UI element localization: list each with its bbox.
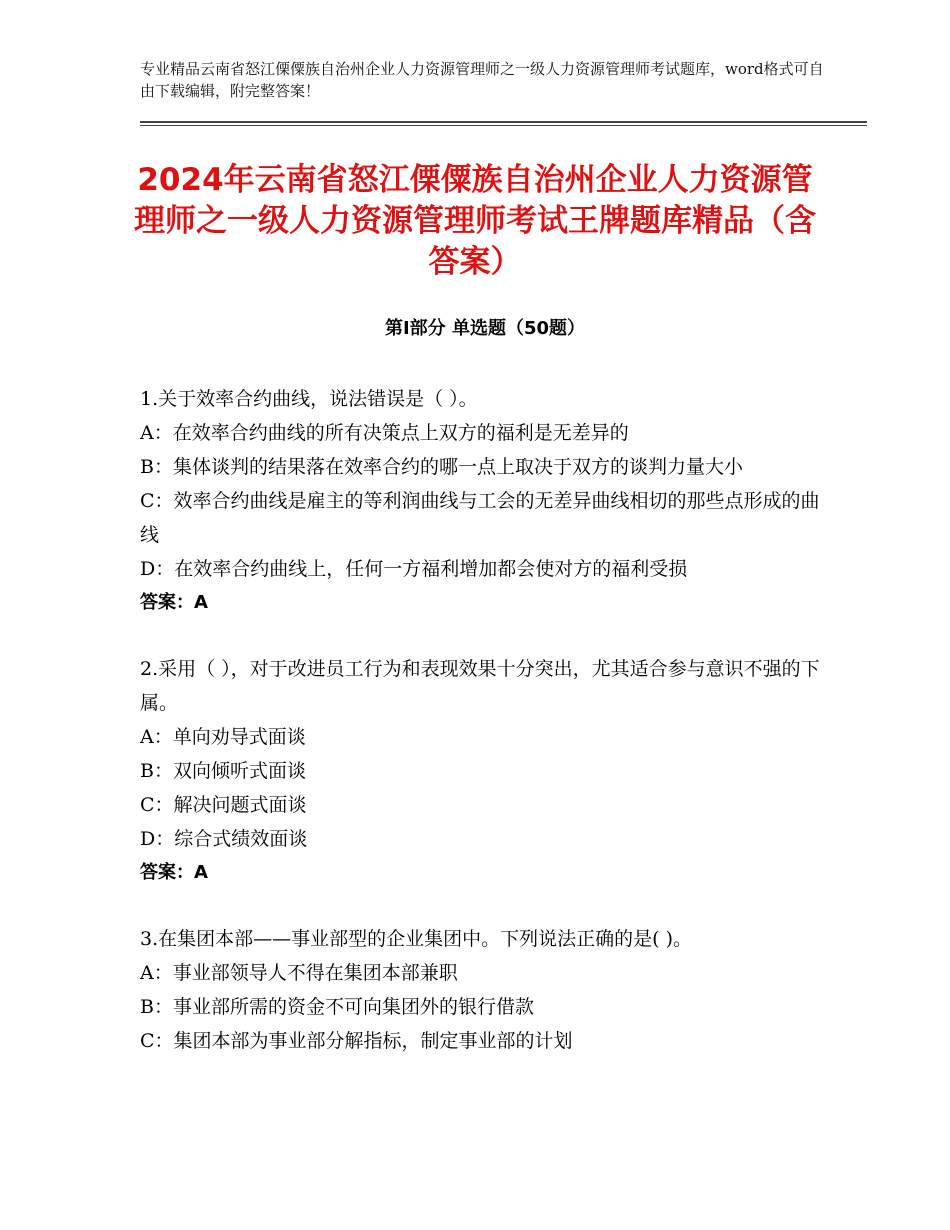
option-c: C：效率合约曲线是雇主的等利润曲线与工会的无差异曲线相切的那些点形成的曲线 xyxy=(140,490,820,546)
option-d: D：综合式绩效面谈 xyxy=(140,828,308,850)
option-c: C：解决问题式面谈 xyxy=(140,794,307,816)
option-b: B：双向倾听式面谈 xyxy=(140,760,306,782)
option-c: C：集团本部为事业部分解指标，制定事业部的计划 xyxy=(140,1030,573,1052)
option-d: D：在效率合约曲线上，任何一方福利增加都会使对方的福利受损 xyxy=(140,558,688,580)
question-3 xyxy=(140,922,820,1058)
header-rule-thin xyxy=(140,125,867,126)
option-b: B：事业部所需的资金不可向集团外的银行借款 xyxy=(140,996,534,1018)
option-a: A：单向劝导式面谈 xyxy=(140,726,306,748)
question-1 xyxy=(140,382,820,620)
answer-label: 答案：A xyxy=(140,592,208,613)
question-stem: 3.在集团本部——事业部型的企业集团中。下列说法正确的是( )。 xyxy=(140,928,692,950)
question-list xyxy=(140,382,820,1090)
question-2 xyxy=(140,652,820,890)
option-a: A：在效率合约曲线的所有决策点上双方的福利是无差异的 xyxy=(140,422,629,444)
header-rule-thick xyxy=(140,121,867,123)
question-stem: 1.关于效率合约曲线，说法错误是（ ）。 xyxy=(140,388,478,410)
question-stem: 2.采用（ ），对于改进员工行为和表现效果十分突出，尤其适合参与意识不强的下属。 xyxy=(140,658,820,714)
section-title: 第Ⅰ部分 单选题（50题） xyxy=(384,318,585,339)
option-a: A：事业部领导人不得在集团本部兼职 xyxy=(140,962,458,984)
answer-label: 答案：A xyxy=(140,862,208,883)
option-b: B：集体谈判的结果落在效率合约的哪一点上取决于双方的谈判力量大小 xyxy=(140,456,743,478)
page-header: 专业精品云南省怒江傈僳族自治州企业人力资源管理师之一级人力资源管理师考试题库，word格式可自由下载编辑，附完整答案！ xyxy=(140,60,824,100)
document-title: 2024年云南省怒江傈僳族自治州企业人力资源管理师之一级人力资源管理师考试王牌题库精品（含答案） xyxy=(134,162,816,280)
